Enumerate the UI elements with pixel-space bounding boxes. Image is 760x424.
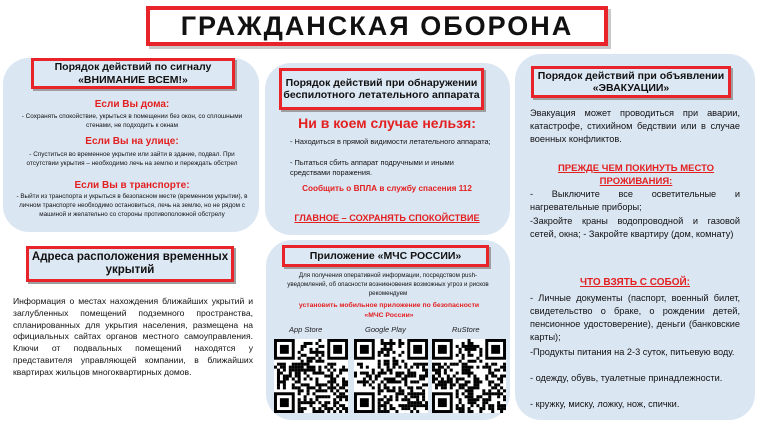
- home-title: Если Вы дома:: [94, 99, 170, 110]
- shelters-text: Информация о местах нахождения ближайших укрытий и заглубленных помещений подземного пространства, спланированных для укрытия населения, размещена на официальных сайтах органов местного самоуправления. Ключи от подвальных помещений находятся у представителя управляющей компании, в ближайших квартирах жильцов многоквартирных домов.: [13, 296, 253, 377]
- google-play-qr-code[interactable]: [354, 339, 428, 413]
- home-text: - Сохранять спокойствие, укрыться в помещении без окон, со сплошными стенами, не подходить к окнам: [21, 113, 243, 130]
- drone-header: Порядок действий при обнаружении беспилотного летательного аппарата: [279, 68, 484, 110]
- transport-title: Если Вы в транспорте:: [74, 180, 190, 191]
- google-play-label: Google Play: [365, 325, 406, 334]
- street-title: Если Вы на улице:: [85, 136, 179, 147]
- drone-item-2: - Пытаться сбить аппарат подручными и иными средствами поражения.: [290, 158, 454, 177]
- shelters-header: Адреса расположения временных укрытий: [26, 246, 234, 282]
- never-title: Ни в коем случае нельзя:: [298, 115, 476, 131]
- drone-report: Сообщить о ВПЛА в службу спасения 112: [302, 184, 472, 193]
- transport-text: - Выйти из транспорта и укрыться в безопасном месте (временном укрытии), в личном транспорте необходимо остановиться, лечь на землю, но не рядом с машиной и желательно со стороны противоположной обстрелу: [16, 193, 248, 218]
- take-item-3: - одежду, обувь, туалетные принадлежности.: [530, 373, 723, 383]
- page-title: ГРАЖДАНСКАЯ ОБОРОНА: [146, 6, 608, 46]
- drone-main: ГЛАВНОЕ – СОХРАНЯТЬ СПОКОЙСТВИЕ: [294, 213, 480, 223]
- app-store-qr-code[interactable]: [274, 339, 348, 413]
- signal-header: Порядок действий по сигналу «ВНИМАНИЕ ВСЕМ!»: [31, 58, 235, 89]
- before-item-2: -Закройте краны водопроводной и газовой сетей, окна; - Закройте квартиру (дом, комнату): [530, 216, 740, 240]
- evac-header: Порядок действий при объявлении «ЭВАКУАЦИИ»: [531, 66, 731, 98]
- take-item-2: -Продукты питания на 2-3 суток, питьевую воду.: [530, 347, 735, 357]
- before-title: ПРЕЖДЕ ЧЕМ ПОКИНУТЬ МЕСТО ПРОЖИВАНИЯ:: [557, 163, 715, 188]
- street-text: - Спуститься во временное укрытие или зайти в здание, подвал. При отсутствии укрытия – необходимо лечь на землю и переждать обстрел: [26, 151, 238, 168]
- evac-intro: Эвакуация может проводиться при аварии, катастрофе, стихийном бедствии или в случае военных конфликтов.: [530, 108, 740, 145]
- app-cta: установить мобильное приложение по безопасности «МЧС России»: [298, 302, 480, 319]
- rustore-label: RuStore: [452, 325, 480, 334]
- take-title: ЧТО ВЗЯТЬ С СОБОЙ:: [579, 277, 691, 288]
- drone-item-1: - Находиться в прямой видимости летательного аппарата;: [290, 137, 491, 146]
- app-store-label: App Store: [289, 325, 323, 334]
- app-header: Приложение «МЧС РОССИИ»: [282, 245, 489, 267]
- before-item-1: - Выключите все осветительные и нагревательные приборы;: [530, 189, 740, 213]
- app-text: Для получения оперативной информации, посредством push-уведомлений, об опасности возникновения возможных угроз и рисков рекомендуем: [287, 272, 489, 297]
- take-item-4: - кружку, миску, ложку, нож, спички.: [530, 399, 680, 409]
- take-item-1: - Личные документы (паспорт, военный билет, свидетельство о браке, о рождении детей, пенсионное удостоверение), деньги (банковские карты);: [530, 293, 740, 343]
- rustore-qr-code[interactable]: [432, 339, 506, 413]
